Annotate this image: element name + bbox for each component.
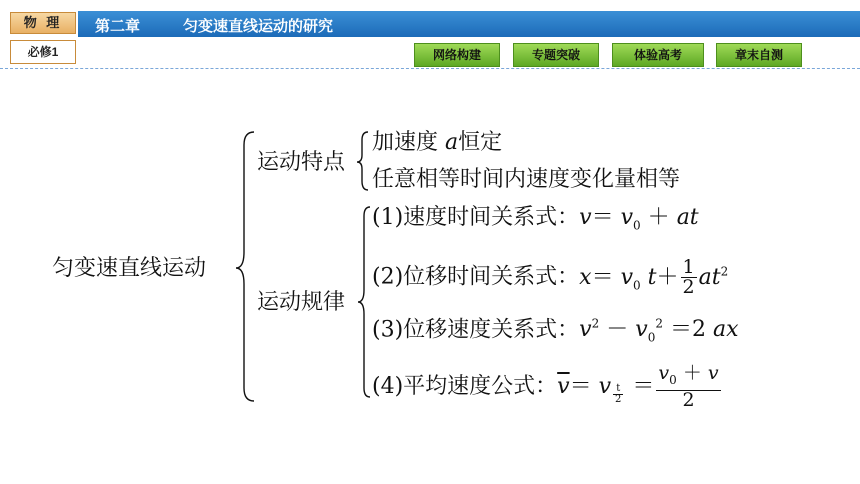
nav-button-exam[interactable]: 体验高考 — [612, 43, 704, 67]
rule-velocity-time: (1)速度时间关系式：$v= v_0$ ＋ at — [372, 205, 699, 233]
chapter-title: 匀变速直线运动的研究 — [183, 18, 334, 35]
nav-button-network[interactable]: 网络构建 — [414, 43, 500, 67]
branch1-brace — [357, 132, 368, 190]
formula-velocity: $v= v_0$ ＋ at — [579, 205, 699, 233]
book-label: 必修1 — [10, 40, 76, 64]
branch1-item1: 加速度 a恒定 — [372, 130, 503, 155]
rule-average-velocity: (4)平均速度公式：$\overline{v}= v$ $_{\frac{t}{2}}$ ＝ $\frac{v_0 + v}{2}$ — [372, 364, 723, 410]
branch1-item2: 任意相等时间内速度变化量相等 — [372, 167, 681, 192]
nav-button-selftest[interactable]: 章末自测 — [716, 43, 802, 67]
rule-displacement-velocity: (3)位移速度关系式：$v^2 - v_0^2 =2$ ax — [372, 317, 739, 345]
branch2-brace — [358, 207, 370, 397]
branch2-label: 运动规律 — [257, 290, 346, 315]
subject-label: 物 理 — [10, 12, 76, 34]
branch1-label: 运动特点 — [257, 150, 346, 175]
main-brace — [236, 132, 254, 401]
formula-average-velocity: $\overline{v}= v$ $_{\frac{t}{2}}$ ＝ $\frac{v_0 + v}{2}$ — [557, 362, 719, 411]
nav-button-topics[interactable]: 专题突破 — [513, 43, 599, 67]
chapter-number: 第二章 — [95, 18, 141, 35]
formula-velocity-squared: $v^2 - v_0^2 =2$ ax — [579, 317, 739, 345]
rule-displacement-time: (2)位移时间关系式：$x= v_0$ t＋ $\frac{1}{2}$ $at^2$ — [372, 256, 729, 298]
root-node: 匀变速直线运动 — [52, 256, 207, 281]
formula-displacement: $x= v_0$ t＋ $\frac{1}{2}$ $at^2$ — [579, 256, 729, 298]
